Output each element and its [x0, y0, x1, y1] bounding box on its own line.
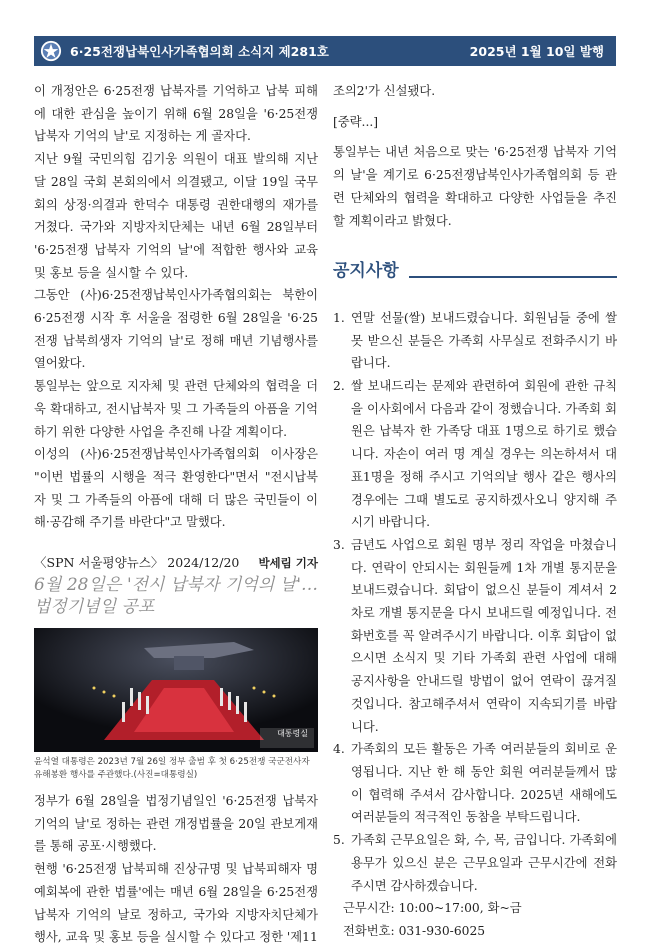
notice-item	[333, 534, 617, 738]
article-paragraph: 이 개정안은 6·25전쟁 납북자를 기억하고 납북 피해에 대한 관심을 높이기 위해 6월 28일을 '6·25전쟁 납북자 기억의 날'로 지정하는 게 골자다.	[34, 84, 318, 144]
ceremony-photo	[34, 628, 318, 752]
notice-section-title: 공지사항	[333, 261, 399, 282]
ceremony-photo-icon	[34, 628, 318, 752]
notice-number: 5.	[333, 833, 345, 848]
organization-logo-icon	[40, 40, 62, 62]
article-paragraph: 통일부는 내년 처음으로 맞는 '6·25전쟁 납북자 기억의 날'을 계기로 6·25전쟁납북인사가족협의회 등 관련 단체와의 협력을 확대하고 다양한 사업들을 추진할 계획이라고 밝혔다.	[333, 145, 617, 228]
notice-section-header	[333, 260, 617, 283]
photo-credit: 대통령실	[277, 729, 308, 739]
publish-date: 2025년 1월 10일 발행	[469, 44, 604, 59]
omission-marker: [중략...]	[333, 114, 379, 129]
notice-text: 연말 선물(쌀) 보내드렸습니다. 회원님들 중에 쌀 못 받으신 분들은 가족회 사무실로 전화주시기 바랍니다.	[351, 310, 617, 371]
article-paragraph: 조의2'가 신설됐다.	[333, 84, 436, 98]
article-paragraph: 이성의 (사)6·25전쟁납북인사가족협의회 이사장은 "이번 법률의 시행을 적극 환영한다"면서 "전시납북자 및 그 가족들의 아픔에 대해 더 많은 국민들이 이해·공감해 주기를 바란다"고 말했다.	[34, 447, 318, 530]
notice-item	[333, 829, 617, 897]
newsletter-title: 6·25전쟁납북인사가족협의회 소식지 제281호	[70, 44, 329, 59]
article-paragraph: 정부가 6월 28일을 법정기념일인 '6·25전쟁 납북자 기억의 날'로 정하는 관련 개정법률을 20일 관보게재를 통해 공포·시행했다.	[34, 794, 318, 854]
article-headline: 6월 28일은 '전시 납북자 기억의 날'… 법정기념일 공포	[34, 575, 318, 618]
notice-item	[333, 307, 617, 375]
notice-number: 4.	[333, 742, 345, 757]
notice-text: 쌀 보내드리는 문제와 관련하여 회원에 관한 규칙을 이사회에서 다음과 같이 정했습니다. 가족회 회원은 납북자 한 가족당 대표 1명으로 하기로 했습니다. 자손이 여러 명 계실 경우는 의논하셔서 대표1명을 정해 주시고 기억의날 행사 같은 행사의 경우에는 그때 별도로 공지하겠사오니 양지해 주시기 바랍니다.	[351, 379, 617, 530]
article-paragraph: 그동안 (사)6·25전쟁납북인사가족협의회는 북한이 6·25전쟁 시작 후 서울을 점령한 6월 28일을 '6·25전쟁 납북희생자 기억의 날'로 정해 매년 기념행사를 열어왔다.	[34, 288, 318, 371]
notice-number: 2.	[333, 379, 345, 394]
notice-text: 가족회 근무요일은 화, 수, 목, 금입니다. 가족회에 용무가 있으신 분은 근무요일과 근무시간에 전화 주시면 감사하겠습니다.	[351, 833, 617, 893]
right-column	[333, 80, 617, 943]
notice-list	[333, 307, 617, 897]
notice-text: 금년도 사업으로 회원 명부 정리 작업을 마쳤습니다. 연락이 안되시는 회원들께 1차 개별 통지문을 보내드렸습니다. 회답이 없으신 분들이 계셔서 2차로 개별 통지문을 다시 보내드릴 예정입니다. 전화번호를 꼭 알려주시기 바랍니다. 이후 회답이 없으시면 소식지 및 기타 가족회 관련 사업에 대해 공지사항을 안내드릴 방법이 없어 연락이 끊겨질 것입니다. 참고해주셔서 연락이 지속되기를 바랍니다.	[351, 537, 617, 734]
article-paragraph: 현행 '6·25전쟁 납북피해 진상규명 및 납북피해자 명예회복에 관한 법률'에는 매년 6월 28일을 6·25전쟁 납북자 기억의 날로 정하고, 국가와 지방자치단체가 행사, 교육 및 홍보 등을 실시할 수 있다고 정한 '제11	[34, 862, 318, 945]
office-hours: 근무시간: 10:00~17:00, 화~금	[343, 901, 522, 916]
notice-item	[333, 738, 617, 829]
notice-item	[333, 375, 617, 534]
notice-text: 가족회의 모든 활동은 가족 여러분들의 회비로 운영됩니다. 지난 한 해 동안 회원 여러분들께서 많이 협력해 주셔서 감사합니다. 2025년 새해에도 여러분들의 적극적인 동참을 부탁드립니다.	[351, 742, 617, 825]
office-phone: 전화번호: 031-930-6025	[343, 923, 486, 938]
reporter-name: 박세림 기자	[258, 556, 318, 571]
left-column	[34, 80, 318, 949]
notice-number: 3.	[333, 537, 345, 552]
newsletter-header	[34, 36, 616, 66]
article-paragraph: 통일부는 앞으로 지자체 및 관련 단체와의 협력을 더욱 확대하고, 전시납북자 및 그 가족들의 아픔을 기억하기 위한 다양한 사업을 추진해 나갈 계획이다.	[34, 379, 318, 439]
section-divider	[409, 276, 617, 278]
article-paragraph: 지난 9월 국민의힘 김기웅 의원이 대표 발의해 지난달 28일 국회 본회의에서 의결됐고, 이달 19일 국무회의 상정·의결과 한덕수 대통령 권한대행의 재가를 거쳤다. 국가와 지방자치단체는 내년 6월 28일부터 '6·25전쟁 납북자 기억의 날'에 적합한 행사와 교육 및 홍보 등을 실시할 수 있다.	[34, 152, 318, 280]
article-source-line	[34, 554, 318, 572]
photo-caption: 윤석열 대통령은 2023년 7월 26일 정부 출범 후 첫 6·25전쟁 국군전사자 유해봉환 행사를 주관했다.(사진=대통령실)	[34, 757, 310, 781]
notice-number: 1.	[333, 310, 345, 325]
news-source: 〈SPN 서울평양뉴스〉 2024/12/20	[34, 555, 240, 571]
